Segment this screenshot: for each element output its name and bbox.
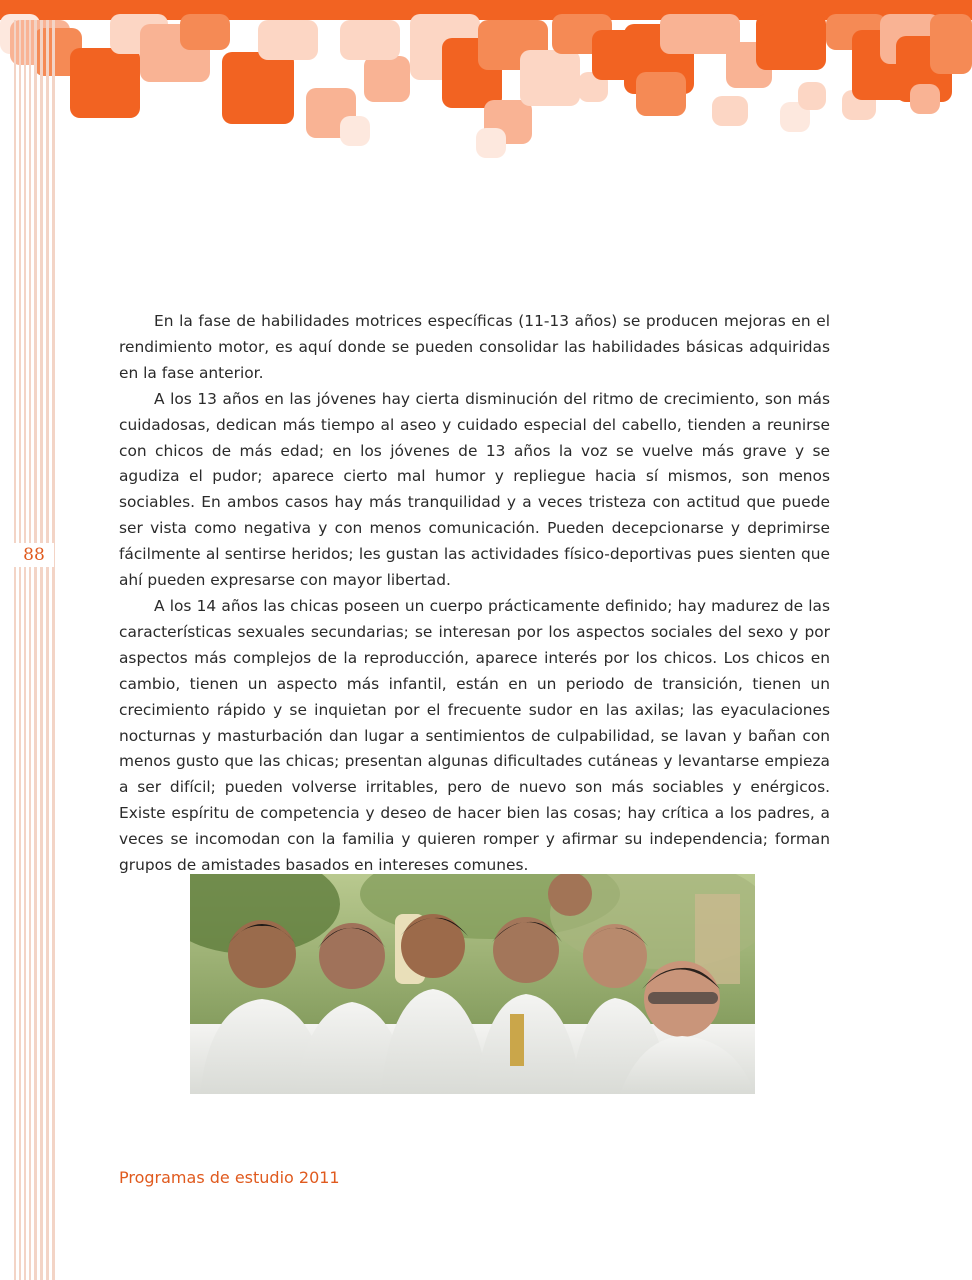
header-decoration [0, 0, 972, 170]
page-number: 88 [14, 543, 54, 567]
paragraph: En la fase de habilidades motrices específicas (11-13 años) se producen mejoras en el rendimiento motor, es aquí donde se pueden consolidar las habilidades básicas adquiridas en la fase anterior. [119, 312, 830, 382]
paragraph: A los 14 años las chicas poseen un cuerpo prácticamente definido; hay madurez de las características sexuales secundarias; se interesan por los aspectos sociales del sexo y por aspectos más complejos de la reproducción, aparece interés por los chicos. Los chicos en cambio, tienen un aspecto más infantil, están en un periodo de transición, tienen un crecimiento rápido y se inquietan por el frecuente sudor en las axilas; las eyaculaciones nocturnas y masturbación dan lugar a sentimientos de culpabilidad, se lavan y bañan con menos gusto que las chicas; presentan algunas dificultades cutáneas y levantarse empieza a ser difícil; pueden volverse irritables, pero de nuevo son más sociables y enérgicos. Existe espíritu de competencia y deseo de hacer bien las cosas; hay crítica a los padres, a veces se incomodan con la familia y quieren romper y afirmar su independencia; forman grupos de amistades basados en intereses comunes. [119, 596, 830, 875]
group-photo [190, 874, 755, 1094]
footer-title: Programas de estudio 2011 [119, 1168, 340, 1187]
body-text [119, 309, 830, 879]
left-margin-stripes [0, 20, 56, 1280]
paragraph: A los 13 años en las jóvenes hay cierta disminución del ritmo de crecimiento, son más cuidadosas, dedican más tiempo al aseo y cuidado especial del cabello, tienden a reunirse con chicos de más edad; en los jóvenes de 13 años la voz se vuelve más grave y se agudiza el pudor; aparece cierto mal humor y repliegue hacia sí mismos, son menos sociables. En ambos casos hay más tranquilidad y a veces tristeza con actitud que puede ser vista como negativa y con menos comunicación. Pueden decepcionarse y deprimirse fácilmente al sentirse heridos; les gustan las actividades físico-deportivas pues sienten que ahí pueden expresarse con mayor libertad. [119, 389, 830, 590]
